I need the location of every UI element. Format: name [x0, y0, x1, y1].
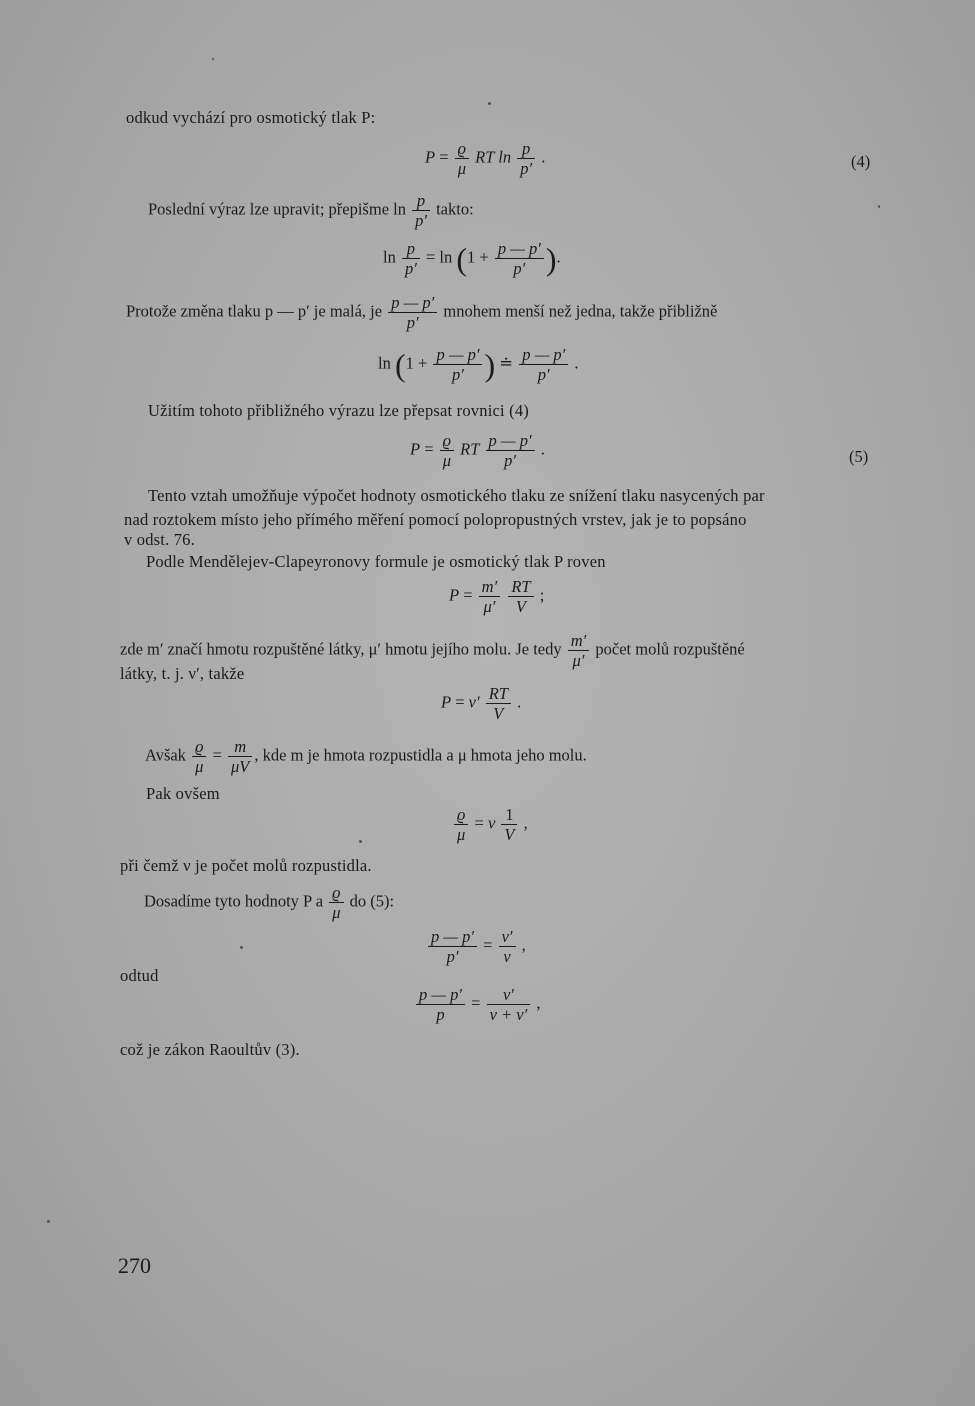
- eqb-paren-close: ): [484, 346, 496, 383]
- p7-frac-rho-mu: [192, 738, 206, 776]
- text-line-2b: takto:: [436, 199, 474, 219]
- page-number: 270: [118, 1253, 151, 1278]
- eqc-m-prime: m′: [479, 578, 501, 597]
- paragraph-line-3: v odst. 76.: [124, 530, 195, 549]
- eqa-paren-close: ): [545, 240, 557, 277]
- eqb-period: .: [574, 353, 579, 373]
- eq4-P: P: [425, 147, 436, 167]
- p10-mu: μ: [332, 903, 341, 923]
- p10-rho: ϱ: [329, 884, 343, 903]
- eqa-equals: =: [425, 247, 436, 267]
- eqd-P: P: [441, 692, 452, 712]
- print-speck: [240, 946, 243, 949]
- eqb-frac-diff: [433, 346, 482, 384]
- text-line-p5b: počet molů rozpuštěné: [595, 639, 745, 659]
- eqb-approx: ≐: [499, 353, 514, 373]
- eqd-rt: RT: [486, 685, 511, 704]
- p5-mu-prime: μ′: [572, 651, 585, 671]
- equation-ln-expansion: [383, 240, 561, 278]
- eqa-pp: p′: [404, 259, 417, 279]
- eqg-diff: p — p′: [416, 986, 465, 1005]
- eqa-p: p: [402, 240, 420, 259]
- p7-equals: =: [212, 745, 222, 765]
- eq5-period: .: [540, 439, 545, 459]
- equation-4: [425, 140, 545, 178]
- text-line-p7: [145, 738, 587, 776]
- eq4-frac-p-pp: [517, 140, 535, 178]
- eqc-mu-prime: μ′: [483, 597, 496, 617]
- text-line-p12: což je zákon Raoultův (3).: [120, 1040, 300, 1059]
- eqf-pp: p′: [446, 947, 459, 967]
- p7-frac-m-muv: [228, 738, 252, 776]
- text-line-3a: Protože změna tlaku p — p′ je malá, je: [126, 301, 383, 321]
- eqb-diff2: p — p′: [519, 346, 568, 365]
- eqb-one-plus: 1 +: [405, 353, 428, 373]
- text-line-p11: odtud: [120, 966, 159, 985]
- eqc-frac-m-mu: [479, 578, 501, 616]
- eqd-period: .: [517, 692, 522, 712]
- eqf-frac-diff-pp: [428, 928, 477, 966]
- text-line-p10b: do (5):: [349, 891, 395, 911]
- equation-nu-rt-v: [441, 685, 521, 723]
- print-speck: [47, 1220, 50, 1223]
- paragraph-line-2: nad roztokem místo jeho přímého měření pomocí polopropustných vrstev, jak je to popsáno: [124, 510, 747, 529]
- eqc-frac-rt-v: [508, 578, 533, 616]
- eq4-period: .: [541, 147, 546, 167]
- eqb-frac-diff2: [519, 346, 568, 384]
- eq4-frac-rho-mu: [455, 140, 469, 178]
- eqe-frac-1-v: [501, 806, 517, 844]
- eqd-v: V: [493, 704, 504, 724]
- eq5-mu: μ: [442, 451, 451, 471]
- eq4-pp: p′: [520, 159, 533, 179]
- text-line-2a: Poslední výraz lze upravit; přepišme ln: [148, 199, 406, 219]
- text-line-4: Užitím tohoto přibližného výrazu lze přepsat rovnici (4): [148, 401, 529, 420]
- eqe-rho: ϱ: [454, 806, 468, 825]
- eqb-ln: ln: [378, 353, 391, 373]
- eqe-one: 1: [501, 806, 517, 825]
- text-line-p5a: zde m′ značí hmotu rozpuštěné látky, μ′ hmotu jejího molu. Je tedy: [120, 639, 562, 659]
- eqb-pp2: p′: [537, 365, 550, 385]
- equation-number-5: (5): [849, 447, 869, 466]
- eqa-pp2: p′: [513, 259, 526, 279]
- text-line-3: [126, 294, 717, 332]
- eqb-pp: p′: [452, 365, 464, 385]
- text-line-p9: při čemž ν je počet molů rozpustidla.: [120, 856, 372, 875]
- eqc-rt: RT: [508, 578, 533, 597]
- text-line-1: odkud vychází pro osmotický tlak P:: [126, 108, 376, 127]
- l2-frac-p-pp: [412, 192, 430, 230]
- p5-m-prime: m′: [568, 632, 590, 651]
- eq4-p: p: [517, 140, 535, 159]
- eqg-p: p: [436, 1005, 445, 1025]
- eqf-nu-prime: ν′: [499, 928, 516, 947]
- eqd-nu-prime: ν′: [468, 692, 480, 712]
- eqa-paren-open: (: [456, 240, 468, 277]
- paragraph-line-1: Tento vztah umožňuje výpočet hodnoty osmotického tlaku ze snížení tlaku nasycených par: [148, 486, 765, 505]
- eq5-equals: =: [424, 439, 434, 459]
- text-line-p6: látky, t. j. ν′, takže: [120, 664, 245, 683]
- p7-mu: μ: [195, 757, 204, 777]
- eqc-semicolon: ;: [539, 585, 545, 605]
- equation-ratio-1: [426, 928, 526, 966]
- eq4-mu: μ: [457, 159, 466, 179]
- eqf-diff: p — p′: [428, 928, 477, 947]
- print-speck: [212, 58, 214, 60]
- eqb-diff: p — p′: [433, 346, 482, 365]
- eqe-comma: ,: [523, 813, 528, 833]
- print-speck: [488, 102, 491, 105]
- l3-pp: p′: [406, 313, 419, 333]
- equation-rho-mu-nu: [452, 806, 528, 844]
- l3-diff: p — p′: [388, 294, 437, 313]
- eqf-frac-nu: [499, 928, 516, 966]
- l2-p: p: [412, 192, 430, 211]
- eqc-P: P: [449, 585, 460, 605]
- eq5-rt: RT: [460, 439, 480, 459]
- equation-approximation: [378, 346, 578, 384]
- eqg-equals: =: [471, 993, 481, 1013]
- eqe-equals: =: [474, 813, 484, 833]
- eq5-pp: p′: [504, 451, 516, 471]
- equation-5: [410, 432, 545, 470]
- eqg-frac-diff-p: [416, 986, 465, 1024]
- eqa-ln2: ln: [439, 247, 453, 267]
- print-speck: [359, 840, 362, 843]
- eqa-ln: ln: [383, 247, 396, 267]
- eq5-diff: p — p′: [486, 432, 535, 451]
- print-speck: [878, 205, 880, 208]
- eq4-equals: =: [439, 147, 449, 167]
- eq5-rho: ϱ: [440, 432, 454, 451]
- l2-pp: p′: [415, 211, 427, 231]
- eqe-nu: ν: [487, 813, 496, 833]
- text-line-2: [148, 192, 474, 230]
- eqf-comma: ,: [521, 935, 526, 955]
- eqc-equals: =: [463, 585, 473, 605]
- p7-m: m: [228, 738, 252, 757]
- eqa-diff: p — p′: [495, 240, 544, 259]
- eq5-P: P: [410, 439, 421, 459]
- eqe-v: V: [504, 825, 515, 845]
- eqe-frac-rho-mu: [454, 806, 468, 844]
- l3-frac-diff: [388, 294, 437, 332]
- p5-frac-m-mu: [568, 632, 590, 670]
- eq5-frac-diff: [486, 432, 535, 470]
- text-line-p7b: , kde m je hmota rozpustidla a μ hmota jeho molu.: [254, 745, 587, 765]
- text-line-p10a: Dosadíme tyto hodnoty P a: [144, 891, 324, 911]
- text-line-p7a: Avšak: [145, 745, 186, 765]
- eq5-frac-rho-mu: [440, 432, 454, 470]
- eqc-v: V: [515, 597, 526, 617]
- equation-ratio-2: [414, 986, 540, 1024]
- eqd-frac-rt-v: [486, 685, 511, 723]
- eqd-equals: =: [455, 692, 465, 712]
- equation-mendeleev: [449, 578, 544, 616]
- eqb-paren-open: (: [394, 346, 406, 383]
- eqf-equals: =: [483, 935, 493, 955]
- p10-frac-rho-mu: [329, 884, 343, 922]
- eq4-rt-ln: RT ln: [475, 147, 512, 167]
- eqg-nu-sum: ν + ν′: [489, 1005, 528, 1025]
- text-line-p10: [144, 884, 394, 922]
- eqg-nu-prime: ν′: [487, 986, 531, 1005]
- p7-muv: μV: [231, 757, 250, 777]
- eqa-frac-diff: [495, 240, 544, 278]
- paragraph-line-4: Podle Mendělejev-Clapeyronovy formule je osmotický tlak P roven: [146, 552, 606, 571]
- eqg-frac-nu: [487, 986, 531, 1024]
- eq4-rho: ϱ: [455, 140, 469, 159]
- eqa-frac-p-pp: [402, 240, 420, 278]
- p7-rho: ϱ: [192, 738, 206, 757]
- eqa-one-plus: 1 +: [467, 247, 489, 267]
- text-line-3b: mnohem menší než jedna, takže přibližně: [443, 301, 718, 321]
- eqa-period: .: [556, 247, 561, 267]
- eqf-nu: ν: [503, 947, 511, 967]
- text-line-p8: Pak ovšem: [146, 784, 220, 803]
- eqg-comma: ,: [536, 993, 541, 1013]
- equation-number-4: (4): [851, 152, 871, 171]
- eqe-mu: μ: [457, 825, 466, 845]
